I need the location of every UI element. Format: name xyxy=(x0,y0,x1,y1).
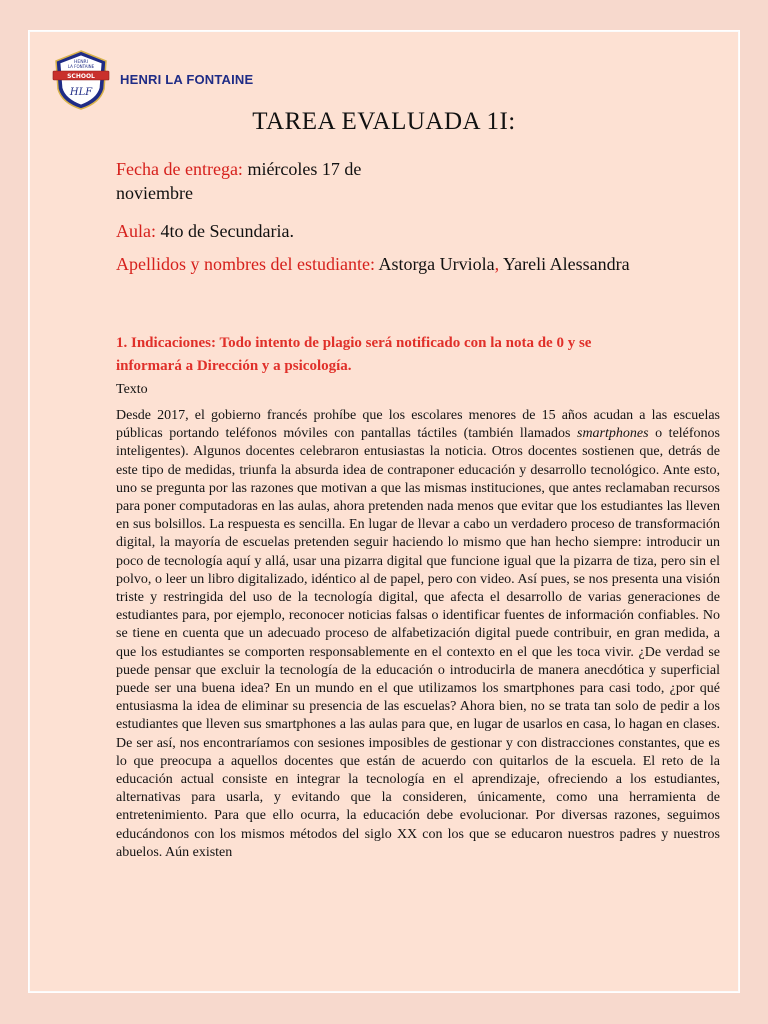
student-name-comma: , xyxy=(494,254,500,274)
school-name: HENRI LA FONTAINE xyxy=(120,71,254,87)
student-name-label: Apellidos y nombres del estudiante: xyxy=(116,254,375,274)
due-date-value: miércoles 17 de noviembre xyxy=(116,159,362,203)
student-name-field xyxy=(116,252,636,276)
crest-ribbon-text: SCHOOL xyxy=(67,73,95,80)
passage-part-2: o teléfonos inteligentes). Algunos docentes celebraron entusiastas la noticia. Otros docentes sostienen que, detrás de este tipo de medidas, triunfa la absurda idea de contraponer educación y desarrollo tecnológico. Ante esto, uno se pregunta por las razones que motivan a que las mismas instituciones, que antes reclamaban recursos para poner computadoras en las aulas, ahora pretenden nada menos que evitar que los estudiantes las lleven en sus bolsillos. La respuesta es sencilla. En lugar de llevar a cabo un verdadero proceso de transformación digital, la mayoría de escuelas pretenden seguir haciendo lo mismo que han hecho siempre: introducir un poco de tecnología aquí y allá, usar una pizarra digital que funcione igual que la pizarra de tiza, pero sin el polvo, o leer un libro digitalizado, idéntico al de papel, pero con video. Así pues, se nos presenta una visión triste y restringida del uso de la tecnología digital, que afecta el desarrollo de varias generaciones de estudiantes para, por ejemplo, reconocer noticias falsas o identificar fuentes de información confiables. No se tiene en cuenta que un adecuado proceso de alfabetización digital puede contribuir, en gran medida, a que los estudiantes se comporten responsablemente en el contexto en el que les toca vivir. ¿De verdad se puede pensar que excluir la tecnología de la educación o introducirla de manera anecdótica y superficial puede ser una buena idea? En un mundo en el que utilizamos los smartphones para casi todo, ¿por qué entusiasma la idea de eliminar su presencia de las escuelas? Ahora bien, no se trata tan solo de pedir a los estudiantes que lleven sus smartphones a las aulas para que, en lugar de usarlos en casa, lo hagan en clases. De ser así, nos encontraríamos con sesiones imposibles de gestionar y con distracciones constantes, que es lo que preocupa a aquellos docentes que están de acuerdo con quitarlos de la escuela. El reto de la educación actual consiste en integrar la tecnología en el aprendizaje, ofreciendo a los estudiantes, alternativas para usarla, y evitando que la consideren, únicamente, como una herramienta de entretenimiento. Para que ello ocurra, la educación debe evolucionar. Por diversas razones, seguimos educándonos con los mismos métodos del siglo XX con los que se educaron nuestros padres y nuestros abuelos. Aún existen xyxy=(116,426,720,860)
page-title: TAREA EVALUADA 1I: xyxy=(252,108,516,135)
school-crest-icon xyxy=(52,49,110,111)
classroom-label: Aula: xyxy=(116,221,156,241)
reading-passage xyxy=(116,407,720,862)
crest-monogram: HLF xyxy=(69,87,93,98)
document-page xyxy=(29,31,739,992)
classroom-value: 4to de Secundaria. xyxy=(160,221,294,241)
due-date-field xyxy=(116,157,416,205)
crest-top-text: HENRI xyxy=(73,60,89,65)
school-header xyxy=(52,49,253,111)
passage-part-1: Desde 2017, el gobierno francés prohíbe que los escolares menores de 15 años acudan a las escuelas públicas portando teléfonos móviles con pantallas táctiles (también llamados xyxy=(116,408,720,442)
crest-mid-text: LA FONTAINE xyxy=(67,64,95,69)
classroom-field xyxy=(116,219,294,243)
text-label: Texto xyxy=(116,382,148,397)
student-given-name-value: Yareli Alessandra xyxy=(502,254,630,274)
due-date-label: Fecha de entrega: xyxy=(116,159,243,179)
instructions: 1. Indicaciones: Todo intento de plagio será notificado con la nota de 0 y se informará a Dirección y a psicología. xyxy=(116,335,592,374)
student-surname-value: Astorga Urviola xyxy=(378,254,495,274)
passage-italic-term: smartphones xyxy=(577,426,649,442)
